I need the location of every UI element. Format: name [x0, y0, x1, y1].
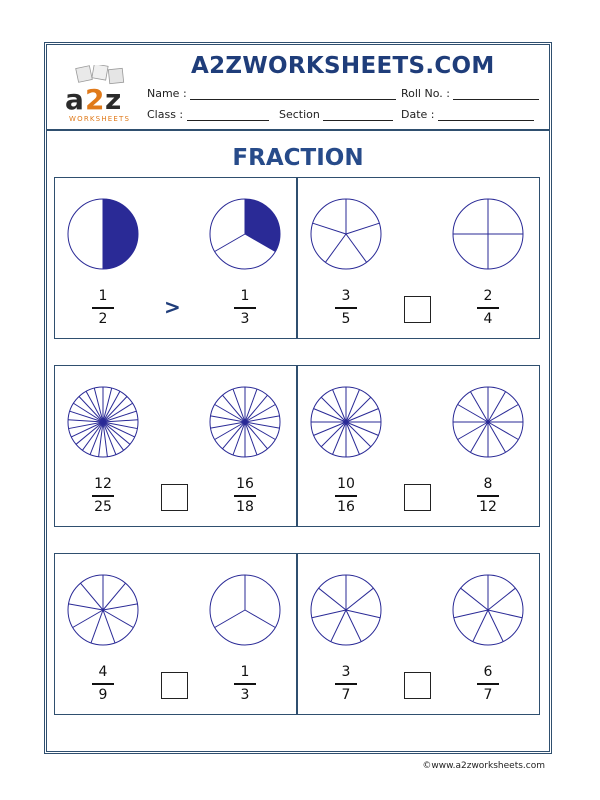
fraction-bar	[234, 683, 256, 685]
slice-divider	[91, 610, 103, 643]
numerator: 3	[341, 664, 351, 680]
slice-divider	[346, 234, 367, 262]
slice-divider	[223, 422, 245, 449]
slice-divider	[321, 422, 346, 447]
denominator: 2	[98, 310, 108, 327]
slice-divider	[233, 422, 245, 455]
slice-divider	[346, 422, 371, 447]
slice-divider	[319, 588, 346, 610]
footer-url: ©www.a2zworksheets.com	[422, 761, 545, 771]
logo-text: WORKSHEETS	[69, 115, 131, 123]
answer-box[interactable]	[404, 672, 431, 699]
slice-divider	[233, 389, 245, 422]
slice-divider	[215, 234, 245, 252]
right-fraction-pie	[208, 385, 282, 459]
slice-divider	[69, 604, 103, 610]
left-fraction-pie	[309, 573, 383, 647]
shaded-slice	[103, 199, 138, 269]
numerator: 1	[240, 288, 250, 304]
fraction-bar	[477, 495, 499, 497]
denominator: 12	[479, 498, 497, 515]
slice-divider	[215, 610, 245, 628]
numerator: 10	[337, 476, 355, 492]
slice-divider	[461, 588, 488, 610]
slice-divider	[454, 610, 488, 618]
comparison-sign: >	[164, 295, 181, 319]
right-fraction-pie	[208, 197, 282, 271]
fraction-bar	[477, 307, 499, 309]
numerator: 1	[98, 288, 108, 304]
right-fraction-pie	[451, 385, 525, 459]
denominator: 5	[341, 310, 351, 327]
slice-divider	[488, 588, 515, 610]
right-fraction-pie	[451, 197, 525, 271]
worksheet-header	[47, 45, 549, 131]
slice-divider	[346, 610, 361, 642]
slice-divider	[321, 397, 346, 422]
slice-divider	[346, 588, 373, 610]
fraction-bar	[335, 683, 357, 685]
right-fraction	[230, 288, 260, 328]
slice-divider	[488, 610, 522, 618]
class-field[interactable]	[147, 108, 269, 121]
denominator: 3	[240, 310, 250, 327]
left-fraction	[331, 664, 361, 704]
right-fraction	[473, 476, 503, 516]
denominator: 25	[94, 498, 112, 515]
svg-text:a: a	[65, 83, 84, 116]
slice-divider	[103, 604, 137, 610]
right-fraction-pie	[208, 573, 282, 647]
answer-box[interactable]	[161, 672, 188, 699]
numerator: 1	[240, 664, 250, 680]
right-fraction	[230, 664, 260, 704]
section-field[interactable]	[279, 108, 393, 121]
name-field[interactable]	[147, 87, 396, 100]
slice-divider	[473, 610, 488, 642]
right-fraction	[473, 664, 503, 704]
slice-divider	[346, 610, 380, 618]
denominator: 7	[341, 686, 351, 703]
date-label: Date :	[401, 108, 435, 121]
left-fraction-pie	[66, 573, 140, 647]
denominator: 4	[483, 310, 493, 327]
date-field[interactable]	[401, 108, 534, 121]
left-fraction	[88, 664, 118, 704]
left-fraction	[331, 288, 361, 328]
denominator: 7	[483, 686, 493, 703]
answer-box[interactable]	[404, 296, 431, 323]
denominator: 3	[240, 686, 250, 703]
numerator: 3	[341, 288, 351, 304]
worksheet-title: FRACTION	[232, 145, 364, 171]
slice-divider	[245, 389, 257, 422]
right-fraction-pie	[451, 573, 525, 647]
slice-divider	[312, 610, 346, 618]
section-label: Section	[279, 108, 320, 121]
name-label: Name :	[147, 87, 187, 100]
left-fraction	[331, 476, 361, 516]
denominator: 9	[98, 686, 108, 703]
denominator: 16	[337, 498, 355, 515]
slice-divider	[245, 395, 267, 422]
slice-divider	[103, 422, 137, 429]
slice-divider	[103, 610, 115, 643]
left-fraction	[88, 288, 118, 328]
slice-divider	[81, 583, 103, 610]
numerator: 4	[98, 664, 108, 680]
fraction-bar	[234, 495, 256, 497]
fraction-bar	[92, 683, 114, 685]
slice-divider	[223, 395, 245, 422]
class-label: Class :	[147, 108, 184, 121]
left-fraction-pie	[309, 197, 383, 271]
slice-divider	[245, 422, 267, 449]
fraction-bar	[335, 307, 357, 309]
slice-divider	[331, 610, 346, 642]
slice-divider	[325, 234, 346, 262]
a2z-logo-icon	[59, 65, 139, 125]
slice-divider	[245, 422, 257, 455]
left-fraction	[88, 476, 118, 516]
slice-divider	[245, 610, 275, 628]
numerator: 16	[236, 476, 254, 492]
svg-text:2: 2	[85, 83, 105, 116]
roll-label: Roll No. :	[401, 87, 450, 100]
slice-divider	[69, 422, 103, 429]
fraction-bar	[234, 307, 256, 309]
slice-divider	[346, 223, 379, 234]
denominator: 18	[236, 498, 254, 515]
numerator: 12	[94, 476, 112, 492]
fraction-bar	[92, 307, 114, 309]
answer-box[interactable]	[404, 484, 431, 511]
left-fraction-pie	[309, 385, 383, 459]
left-fraction-pie	[66, 197, 140, 271]
numerator: 6	[483, 664, 493, 680]
right-fraction	[473, 288, 503, 328]
slice-divider	[313, 223, 346, 234]
slice-divider	[103, 610, 133, 628]
slice-divider	[488, 610, 503, 642]
site-title: A2ZWORKSHEETS.COM	[191, 53, 495, 79]
roll-field[interactable]	[401, 87, 539, 100]
answer-box[interactable]	[161, 484, 188, 511]
numerator: 8	[483, 476, 493, 492]
slice-divider	[73, 610, 103, 628]
svg-text:z: z	[105, 83, 122, 116]
slice-divider	[346, 397, 371, 422]
left-fraction-pie	[66, 385, 140, 459]
fraction-bar	[477, 683, 499, 685]
right-fraction	[230, 476, 260, 516]
numerator: 2	[483, 288, 493, 304]
fraction-bar	[92, 495, 114, 497]
slice-divider	[103, 583, 125, 610]
fraction-bar	[335, 495, 357, 497]
